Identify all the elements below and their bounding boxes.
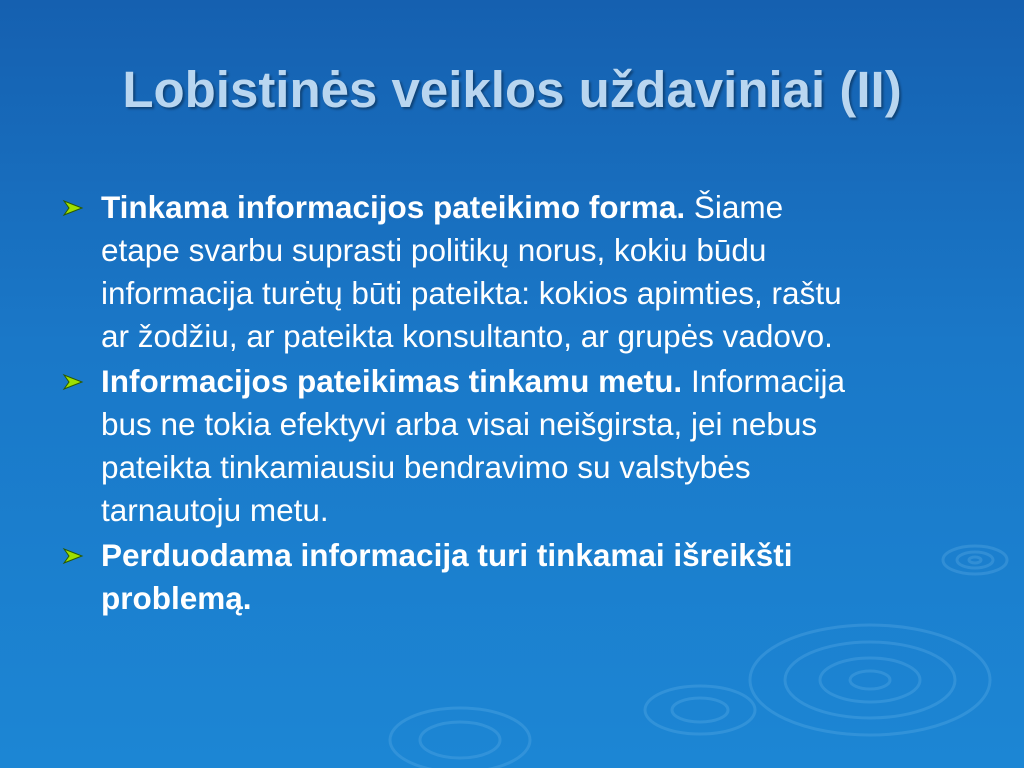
slide-title: Lobistinės veiklos uždaviniai (II) <box>122 61 902 118</box>
bullet-list <box>62 186 862 622</box>
bullet-item <box>62 360 862 532</box>
bullet-item <box>62 534 862 620</box>
bullet-text: Šiame etape svarbu suprasti politikų norus, kokiu būdu informacija turėtų būti pateikta: kokios apimties, raštu ar žodžiu, ar pateikta konsultanto, ar grupės vadovo. <box>101 189 842 354</box>
bullet-lead: Informacijos pateikimas tinkamu metu. <box>101 363 683 399</box>
bullet-lead: Perduodama informacija turi tinkamai išreikšti problemą. <box>101 537 793 616</box>
bullet-text: Informacija bus ne tokia efektyvi arba visai neišgirsta, jei nebus pateikta tinkamiausiu bendravimo su valstybės tarnautoju metu. <box>101 363 845 528</box>
bullet-lead: Tinkama informacijos pateikimo forma. <box>101 189 686 225</box>
arrow-bullet-icon <box>62 547 84 565</box>
arrow-bullet-icon <box>62 373 84 391</box>
bullet-item <box>62 186 862 358</box>
arrow-bullet-icon <box>62 199 84 217</box>
